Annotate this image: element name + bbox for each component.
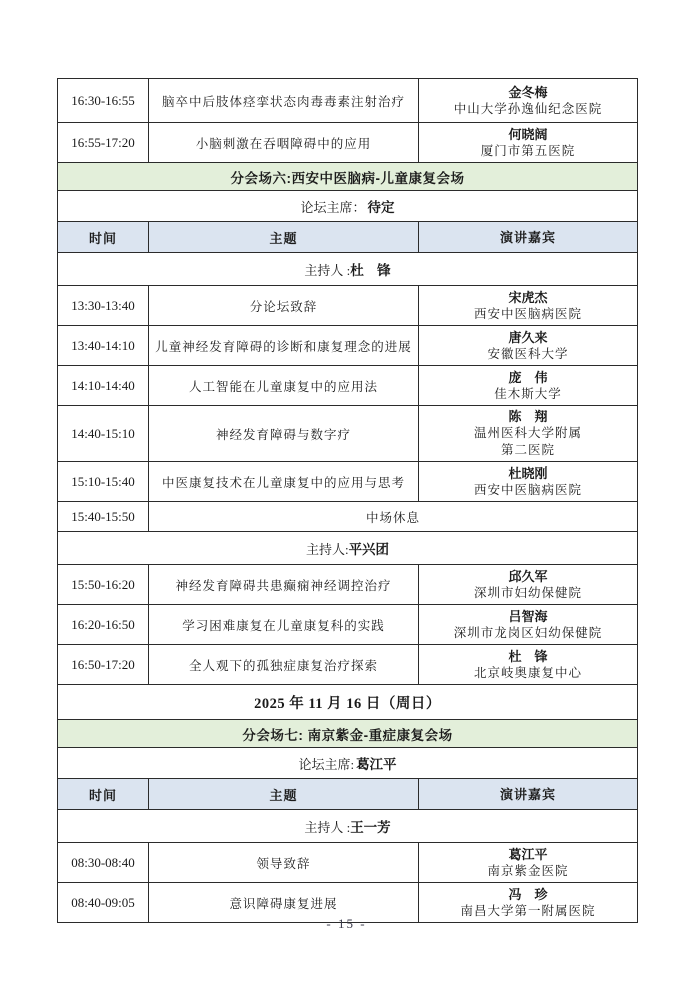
section-band [58,719,637,747]
session-guest [418,326,637,365]
session-time: 16:55-17:20 [71,134,135,150]
host-name: 王一芳 [350,820,391,835]
session-time: 08:30-08:40 [71,854,135,870]
speaker-org: 西安中医脑病医院 [473,482,582,497]
speaker-name: 冯 珍 [508,886,548,902]
table-row [58,365,637,405]
host [58,253,637,285]
speaker-org: 厦门市第五医院 [480,143,576,158]
session-time: 15:10-15:40 [71,473,135,489]
break-row [58,501,637,531]
speaker-org: 深圳市妇幼保健院 [473,585,582,600]
speaker-org: 温州医科大学附属 [473,426,582,440]
session-time: 13:40-14:10 [71,337,135,353]
session-time: 16:20-16:50 [71,616,135,632]
session-topic: 全人观下的孤独症康复治疗探索 [148,645,418,684]
session-guest [418,843,637,882]
column-header-time: 时间 [88,787,117,803]
forum-chair-row [58,747,637,778]
session-guest [418,605,637,644]
session-time: 14:10-14:40 [71,377,135,393]
session-topic: 脑卒中后肢体痉挛状态肉毒毒素注射治疗 [148,79,418,122]
session-topic: 中医康复技术在儿童康复中的应用与思考 [148,462,418,501]
break-label: 中场休息 [148,502,637,531]
session-time: 16:30-16:55 [71,92,135,108]
speaker-org: 安徽医科大学 [487,346,569,361]
column-header-time: 时间 [88,230,117,246]
break-time: 15:40-15:50 [71,508,135,524]
date-label: 2025 年 11 月 16 日（周日） [254,695,441,712]
session-guest [418,79,637,122]
date-row [58,684,637,719]
speaker-org-line2: 第二医院 [500,443,555,457]
host [58,810,637,842]
session-topic: 领导致辞 [148,843,418,882]
session-guest [418,286,637,325]
host-row [58,531,637,564]
session-guest [418,565,637,604]
host-label: 主持人: [305,541,349,557]
session-topic: 儿童神经发育障碍的诊断和康复理念的进展 [148,326,418,365]
session-time: 15:50-16:20 [71,576,135,592]
session-topic: 神经发育障碍共患癫痫神经调控治疗 [148,565,418,604]
speaker-name: 金冬梅 [508,84,548,100]
forum-chair-name: 葛江平 [356,757,397,772]
host-row [58,809,637,842]
session-guest [418,462,637,501]
column-header-row [58,221,637,252]
session-topic: 小脑刺激在吞咽障碍中的应用 [148,123,418,162]
session-guest [418,123,637,162]
table-row [58,325,637,365]
host-row [58,252,637,285]
column-header-topic: 主题 [148,779,418,809]
speaker-name: 唐久来 [508,329,548,345]
session-time: 16:50-17:20 [71,656,135,672]
host-name: 杜 锋 [350,263,391,278]
speaker-name: 陈 翔 [508,409,548,424]
table-row [58,79,637,122]
speaker-org: 南京紫金医院 [487,863,569,878]
speaker-org: 南昌大学第一附属医院 [460,903,596,918]
schedule-table [57,78,638,923]
session-topic: 人工智能在儿童康复中的应用法 [148,366,418,405]
forum-chair-row [58,190,637,221]
table-row [58,604,637,644]
session-topic: 分论坛致辞 [148,286,418,325]
session-time: 13:30-13:40 [71,297,135,313]
speaker-org: 佳木斯大学 [494,386,562,401]
table-row [58,122,637,162]
session-guest [418,366,637,405]
session-guest [418,406,637,461]
speaker-org: 中山大学孙逸仙纪念医院 [453,101,603,116]
speaker-org: 北京岐奥康复中心 [473,665,582,680]
speaker-name: 邱久军 [508,568,548,584]
column-header-topic: 主题 [148,222,418,252]
table-row [58,461,637,501]
session-time: 08:40-09:05 [71,894,135,910]
table-row [58,564,637,604]
speaker-org: 西安中医脑病医院 [473,306,582,321]
table-row [58,405,637,461]
session-topic: 学习困难康复在儿童康复科的实践 [148,605,418,644]
table-row [58,285,637,325]
session-topic: 意识障碍康复进展 [148,883,418,922]
host [58,532,637,564]
speaker-org: 深圳市龙岗区妇幼保健院 [453,625,603,640]
speaker-name: 何晓阔 [508,126,548,142]
forum-chair [58,748,637,778]
column-header-guest: 演讲嘉宾 [418,222,637,252]
speaker-name: 庞 伟 [508,369,548,385]
table-row [58,842,637,882]
speaker-name: 吕智海 [508,608,548,624]
host-label: 主持人 : [304,262,351,278]
section-title: 分会场七: 南京紫金-重症康复会场 [242,727,453,743]
column-header-row [58,778,637,809]
column-header-guest: 演讲嘉宾 [418,779,637,809]
forum-chair-label: 论坛主席: [298,756,355,772]
speaker-name: 宋虎杰 [508,289,548,305]
session-time: 14:40-15:10 [71,425,135,441]
forum-chair-label: 论坛主席： [300,199,366,215]
speaker-name: 杜 锋 [508,648,548,664]
session-guest [418,645,637,684]
table-row [58,644,637,684]
host-label: 主持人 : [304,819,351,835]
session-topic: 神经发育障碍与数字疗 [148,406,418,461]
forum-chair [58,191,637,221]
speaker-name: 葛江平 [508,846,548,862]
page-number: - 15 - [326,916,367,931]
speaker-name: 杜晓刚 [508,465,548,481]
host-name: 平兴团 [348,542,390,557]
section-title: 分会场六:西安中医脑病-儿童康复会场 [230,170,465,186]
section-band [58,162,637,190]
forum-chair-name: 待定 [367,200,395,215]
